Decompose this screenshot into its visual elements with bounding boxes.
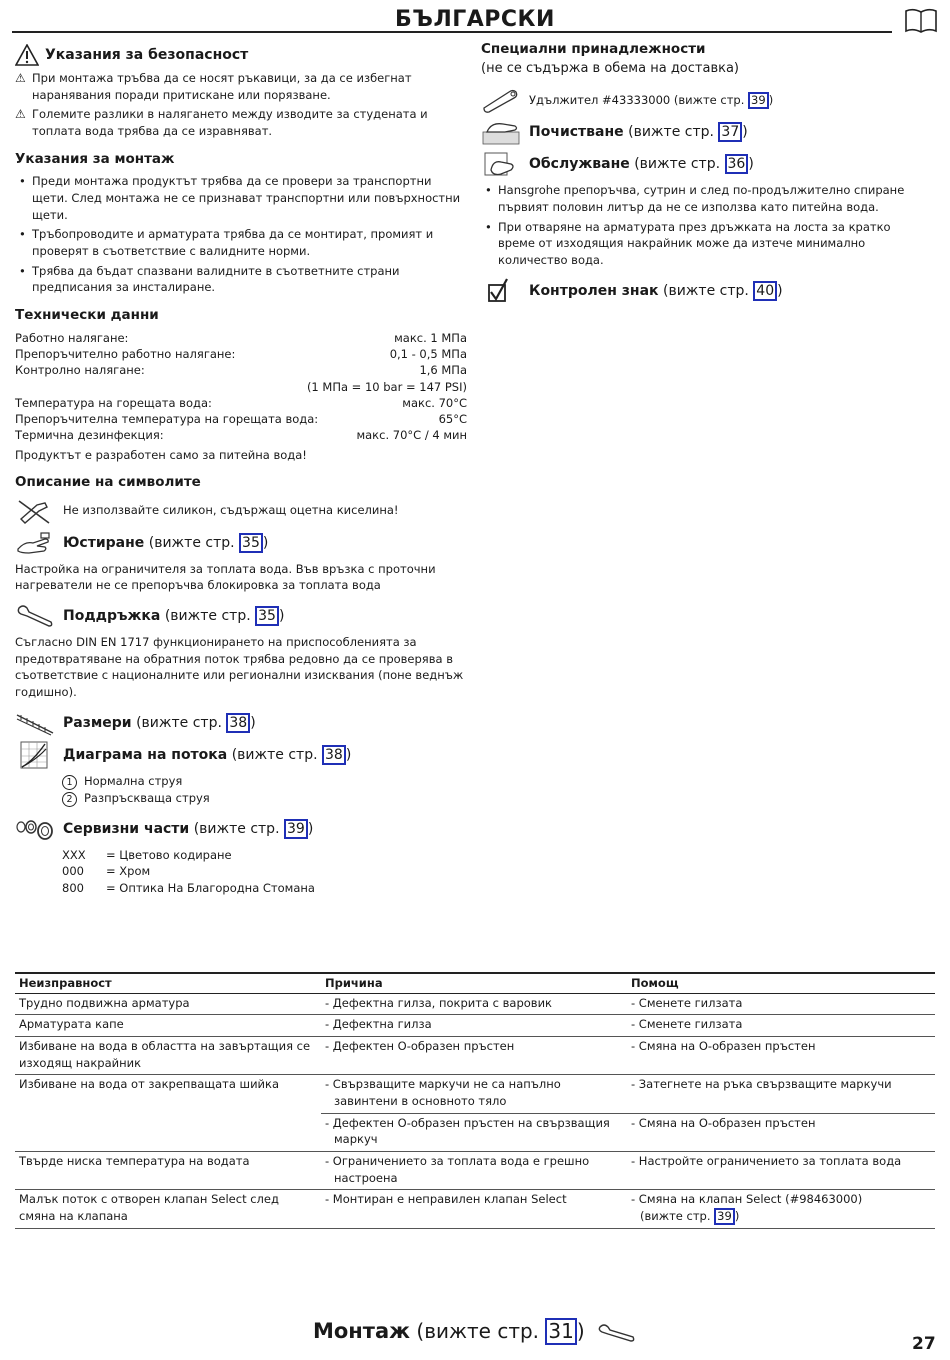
- tech-table: [15, 330, 467, 464]
- page-link-flow[interactable]: 38: [322, 745, 346, 765]
- tech-row: Термична дезинфекция: макс. 70°C / 4 мин: [15, 428, 467, 443]
- cleaning-row: [481, 118, 921, 146]
- safety-item: ⚠ Големите разлики в налягането между изводите за студената и топлата вода трябва да се изравняват.: [15, 107, 428, 139]
- header-rule: [12, 31, 892, 33]
- maintenance-text: Съгласно DIN EN 1717 функционирането на приспособленията за предотвратяване на обратния поток трябва редовно да се проверява в съответствие с националните или регионални изисквания (поне веднъж годишно).: [15, 635, 464, 700]
- table-row: Избиване на вода от закрепващата шийка - Свързващите маркучи не са напълно завинтени в основното тяло - Затегнете на ръка свързващите маркучи: [15, 1075, 935, 1113]
- adjust-row: [15, 529, 467, 557]
- warning-icon: [15, 44, 39, 66]
- fault-table: [15, 972, 935, 1229]
- service-hand-icon: [481, 150, 521, 178]
- table-row: Твърде ниска температура на водата - Ограничението за топлата вода е грешно настроена - Настройте ограничението за топлата вода: [15, 1152, 935, 1190]
- silicone-gun-icon: [15, 497, 55, 525]
- cleaning-hand-icon: [481, 118, 521, 146]
- flow-row: [15, 741, 467, 769]
- page-link-extension[interactable]: 39: [748, 92, 769, 109]
- color-codes: [15, 847, 467, 897]
- right-column: [481, 40, 921, 309]
- silicone-row: [15, 497, 467, 525]
- assembly-list: [15, 173, 467, 296]
- adjust-hand-icon: [15, 529, 55, 557]
- column-header-help: Помощ: [627, 973, 935, 993]
- table-row: - Дефектен О-образен пръстен на свързващия маркуч - Смяна на О-образен пръстен: [15, 1113, 935, 1151]
- page-link-maintenance[interactable]: 35: [255, 606, 279, 626]
- accessories-title: Специални принадлежности: [481, 41, 706, 57]
- assembly-title: Указания за монтаж: [15, 150, 175, 167]
- control-label: Контролен знак (вижте стр. 40 ): [529, 281, 783, 301]
- control-row: [481, 277, 921, 305]
- page-link-dimensions[interactable]: 38: [226, 713, 250, 733]
- list-item: 1 Нормална струя: [62, 773, 467, 790]
- left-column: [15, 44, 467, 897]
- column-header-fault: Неизправност: [15, 973, 321, 993]
- adjust-text: Настройка на ограничителя за топлата вода. Във връзка с проточни нагреватели не се препоръчва блокировка за топлата вода: [15, 561, 436, 593]
- maintenance-row: [15, 602, 467, 630]
- list-item: 000 = Хром: [62, 864, 151, 879]
- footer-label: Монтаж: [312, 1319, 411, 1343]
- cleaning-label: Почистване (вижте стр. 37 ): [529, 122, 748, 142]
- service-row: [481, 150, 921, 178]
- list-item: 800 = Оптика На Благородна Стомана: [62, 881, 315, 896]
- adjust-label: Юстиране (вижте стр. 35 ): [63, 533, 268, 553]
- tech-row: Препоръчително работно налягане: 0,1 - 0,5 МПа: [15, 346, 467, 361]
- wrench-icon: [15, 602, 55, 630]
- service-parts-label: Сервизни части (вижте стр. 39 ): [63, 819, 313, 839]
- symbols-title: Описание на символите: [15, 474, 201, 491]
- service-list: [481, 182, 921, 268]
- list-item: • Hansgrohe препоръчва, сутрин и след по-продължително спиране първият половин литър да не се използва като питейна вода.: [481, 182, 921, 215]
- service-label: Обслужване (вижте стр. 36 ): [529, 154, 754, 174]
- page-link-service-parts[interactable]: 39: [284, 819, 308, 839]
- tech-row: Контролно налягане: 1,6 МПа: [15, 363, 467, 378]
- tech-row: Работно налягане: макс. 1 МПа: [15, 330, 467, 345]
- dimensions-label: Размери (вижте стр. 38 ): [63, 713, 256, 733]
- column-header-cause: Причина: [321, 973, 627, 993]
- safety-title: Указания за безопасност: [45, 46, 249, 63]
- list-item: • Преди монтажа продуктът трябва да се провери за транспортни щети. След монтажа не се признават транспортни или повърхностни щети.: [15, 173, 467, 223]
- table-row: Арматурата капе - Дефектна гилза - Сменете гилзата: [15, 1015, 935, 1037]
- page-link-assembly[interactable]: 31: [545, 1318, 576, 1345]
- service-parts-row: [15, 815, 467, 843]
- checkbox-check-icon: [481, 277, 521, 305]
- footer-assembly-link: Монтаж (вижте стр. 31 ): [0, 1316, 950, 1346]
- silicone-text: Не използвайте силикон, съдържащ оцетна киселина!: [63, 503, 399, 518]
- ruler-icon: [15, 709, 55, 737]
- book-icon: [904, 8, 938, 34]
- table-row: Трудно подвижна арматура - Дефектна гилза, покрита с варовик - Сменете гилзата: [15, 993, 935, 1015]
- table-row: Избиване на вода в областта на завъртащия се изходящ накрайник - Дефектен О-образен пръстен - Смяна на О-образен пръстен: [15, 1037, 935, 1075]
- list-item: • Тръбопроводите и арматурата трябва да се монтират, промият и проверят в съответствие с валидните норми.: [15, 226, 467, 259]
- extension-label: Удължител #43333000 (вижте стр. 39 ): [529, 92, 773, 109]
- tech-title: Технически данни: [15, 306, 159, 323]
- safety-header: [15, 44, 467, 66]
- page-number: 27: [912, 1334, 936, 1354]
- list-item: XXX = Цветово кодиране: [62, 847, 232, 862]
- list-item: • При отваряне на арматурата през дръжката на лоста за кратко време от изходящия накрайник може да изтече минимално количество вода.: [481, 219, 921, 269]
- tech-row: Температура на горещата вода: макс. 70°C: [15, 395, 467, 410]
- flow-label: Диаграма на потока (вижте стр. 38 ): [63, 745, 351, 765]
- page-link-select-valve[interactable]: 39: [714, 1208, 735, 1225]
- flow-legend: [15, 773, 467, 807]
- list-item: • Трябва да бъдат спазвани валидните в съответните страни предписания за инсталиране.: [15, 263, 467, 296]
- extension-wrench-icon: [481, 86, 521, 114]
- list-item: 2 Разпръскваща струя: [62, 790, 467, 807]
- page-link-control[interactable]: 40: [753, 281, 777, 301]
- warning-icon: ⚠: [15, 107, 26, 122]
- page-link-adjust[interactable]: 35: [239, 533, 263, 553]
- page-language-title: БЪЛГАРСКИ: [395, 7, 555, 32]
- dimensions-row: [15, 709, 467, 737]
- tech-note: Продуктът е разработен само за питейна вода!: [15, 447, 307, 462]
- wrench-icon: [597, 1322, 637, 1344]
- page-link-cleaning[interactable]: 37: [718, 122, 742, 142]
- service-parts-icon: [15, 815, 55, 843]
- tech-row: (1 МПа = 10 bar = 147 PSI): [306, 379, 467, 394]
- table-row: Малък поток с отворен клапан Select след смяна на клапана - Монтиран е неправилен клапан Select - Смяна на клапан Select (#98463000) (вижте стр. 39 ): [15, 1190, 935, 1229]
- flow-diagram-icon: [15, 741, 55, 769]
- safety-item: ⚠ При монтажа тръбва да се носят ръкавици, за да се избегнат наранявания поради притискане или порязване.: [15, 71, 412, 102]
- tech-row: Препоръчителна температура на горещата вода: 65°C: [15, 412, 467, 427]
- maintenance-label: Поддръжка (вижте стр. 35 ): [63, 606, 284, 626]
- page-link-service[interactable]: 36: [725, 154, 749, 174]
- extension-row: [481, 86, 921, 114]
- table-header-row: [15, 973, 935, 993]
- accessories-subtitle: (не се съдържа в обема на доставка): [481, 60, 739, 76]
- warning-icon: ⚠: [15, 71, 26, 85]
